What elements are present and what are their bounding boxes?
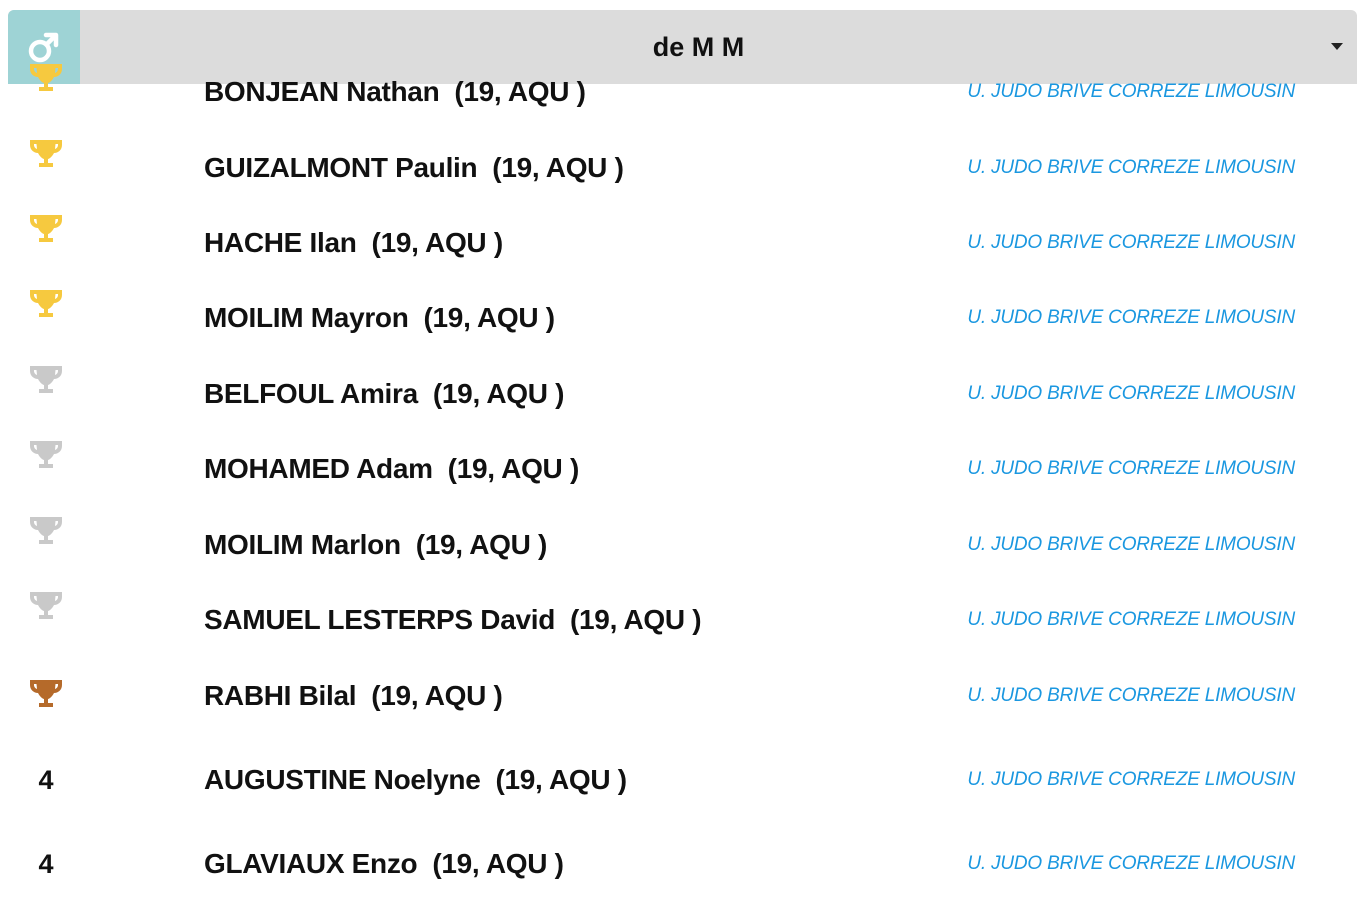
competitor-detail: (19, AQU ) (492, 152, 624, 183)
result-row (0, 364, 1357, 424)
rank-value: 4 (38, 848, 54, 879)
competitor-fullname: GUIZALMONT Paulin (204, 152, 478, 183)
competitor-name (204, 750, 627, 810)
competitor-fullname: BONJEAN Nathan (204, 76, 440, 107)
gold-trophy-icon (20, 199, 72, 259)
result-row (0, 750, 1357, 810)
gold-trophy-icon (20, 124, 72, 184)
competitor-fullname: SAMUEL LESTERPS David (204, 604, 556, 635)
competitor-detail: (19, AQU ) (423, 302, 555, 333)
club-link[interactable]: U. JUDO BRIVE CORREZE LIMOUSIN (967, 853, 1295, 874)
result-row (0, 834, 1357, 894)
club-link[interactable]: U. JUDO BRIVE CORREZE LIMOUSIN (967, 769, 1295, 790)
silver-trophy-icon (20, 425, 72, 485)
bronze-trophy-icon (20, 664, 72, 724)
competitor-fullname: BELFOUL Amira (204, 378, 418, 409)
result-row (0, 138, 1357, 198)
caret-down-icon[interactable] (1331, 43, 1343, 50)
competitor-name (204, 590, 701, 650)
competitor-name (204, 288, 555, 348)
club-link[interactable]: U. JUDO BRIVE CORREZE LIMOUSIN (967, 307, 1295, 328)
club-link[interactable]: U. JUDO BRIVE CORREZE LIMOUSIN (967, 685, 1295, 706)
silver-trophy-icon (20, 576, 72, 636)
rank-number (20, 750, 72, 810)
silver-trophy-icon (20, 501, 72, 561)
club-link[interactable]: U. JUDO BRIVE CORREZE LIMOUSIN (967, 458, 1295, 479)
competitor-detail: (19, AQU ) (570, 604, 702, 635)
competitor-fullname: AUGUSTINE Noelyne (204, 764, 481, 795)
competitor-name (204, 666, 503, 726)
competitor-fullname: HACHE Ilan (204, 227, 357, 258)
competitor-fullname: MOILIM Marlon (204, 529, 401, 560)
silver-trophy-icon (20, 350, 72, 410)
competitor-fullname: GLAVIAUX Enzo (204, 848, 418, 879)
competitor-detail: (19, AQU ) (447, 453, 579, 484)
competitor-name (204, 62, 586, 122)
gold-trophy-icon (20, 274, 72, 334)
rank-number (20, 834, 72, 894)
result-row (0, 590, 1357, 650)
competitor-detail: (19, AQU ) (371, 680, 503, 711)
rank-value: 4 (38, 764, 54, 795)
competitor-detail: (19, AQU ) (415, 529, 548, 560)
gold-trophy-icon (20, 48, 72, 108)
competitor-detail: (19, AQU ) (454, 76, 586, 107)
club-link[interactable]: U. JUDO BRIVE CORREZE LIMOUSIN (967, 383, 1295, 404)
competitor-name (204, 138, 624, 198)
club-link[interactable]: U. JUDO BRIVE CORREZE LIMOUSIN (967, 609, 1295, 630)
competitor-name (204, 213, 503, 273)
competitor-fullname: MOHAMED Adam (204, 453, 433, 484)
competitor-fullname: RABHI Bilal (204, 680, 357, 711)
competitor-detail: (19, AQU ) (371, 227, 503, 258)
competitor-detail: (19, AQU ) (495, 764, 627, 795)
result-row (0, 666, 1357, 726)
result-row (0, 515, 1357, 575)
result-row (0, 288, 1357, 348)
result-row (0, 62, 1357, 122)
club-link[interactable]: U. JUDO BRIVE CORREZE LIMOUSIN (967, 157, 1295, 178)
club-link[interactable]: U. JUDO BRIVE CORREZE LIMOUSIN (967, 232, 1295, 253)
result-row (0, 439, 1357, 499)
competitor-name (204, 834, 564, 894)
club-link[interactable]: U. JUDO BRIVE CORREZE LIMOUSIN (967, 534, 1295, 555)
competitor-name (204, 515, 547, 575)
competitor-detail: (19, AQU ) (432, 378, 565, 409)
result-row (0, 213, 1357, 273)
competitor-fullname: MOILIM Mayron (204, 302, 409, 333)
competitor-name (204, 364, 564, 424)
category-title: de M M (652, 31, 745, 62)
competitor-detail: (19, AQU ) (432, 848, 564, 879)
competitor-name (204, 439, 579, 499)
club-link[interactable]: U. JUDO BRIVE CORREZE LIMOUSIN (967, 81, 1295, 102)
